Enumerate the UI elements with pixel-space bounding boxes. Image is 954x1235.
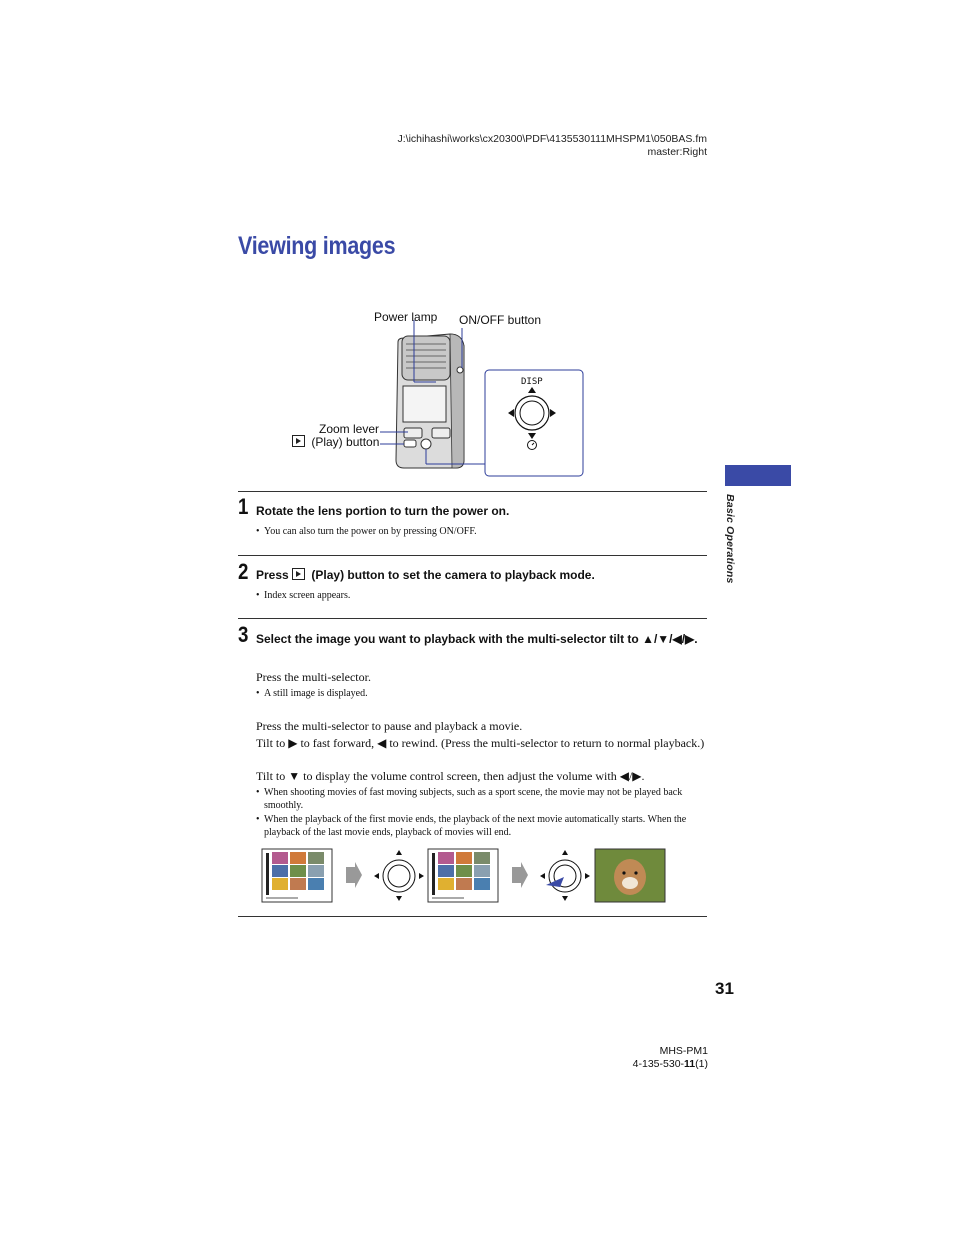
zoom-lever-label: Zoom lever — [319, 422, 380, 436]
play-button-label: (Play) button — [292, 435, 379, 449]
divider — [238, 916, 707, 917]
file-path: J:\ichihashi\works\cx20300\PDF\4135530111MHSPM1\050BAS.fm — [397, 133, 707, 145]
file-path-header — [397, 133, 707, 159]
play-icon — [292, 435, 305, 447]
step-3-para-3: Tilt to ▶ to fast forward, ◀ to rewind. (Press the multi-selector to return to normal playback.) — [256, 736, 705, 750]
step-3-para-4: Tilt to ▼ to display the volume control screen, then adjust the volume with ◀/▶. — [256, 769, 645, 783]
arrow-right-icon — [346, 862, 362, 888]
step-3-note-a: • When shooting movies of fast moving subjects, such as a sport scene, the movie may not be played back smoothly. — [256, 786, 706, 812]
index-screen-2 — [428, 849, 498, 902]
multi-selector-press-icon — [540, 850, 590, 901]
play-icon — [292, 568, 305, 580]
single-image-screen — [595, 849, 665, 902]
step-3-heading: Select the image you want to playback with the multi-selector tilt to ▲/▼/◀/▶. — [256, 632, 698, 646]
divider — [238, 618, 707, 619]
divider — [238, 555, 707, 556]
model-name: MHS-PM1 — [659, 1045, 708, 1057]
step-3-number: 3 — [238, 622, 249, 647]
step-2-number: 2 — [238, 559, 249, 584]
arrow-right-icon — [512, 862, 528, 888]
section-label: Basic Operations — [724, 494, 736, 584]
divider — [238, 491, 707, 492]
step-3-para-2: Press the multi-selector to pause and playback a movie. — [256, 719, 523, 733]
page-title: Viewing images — [238, 232, 396, 260]
index-screen-1 — [262, 849, 332, 902]
power-lamp-label: Power lamp — [374, 310, 438, 324]
step-3-note-b: • When the playback of the first movie ends, the playback of the next movie automatically starts. When the playback of the last movie ends, playback of movies will end. — [256, 813, 706, 839]
step-1-note: • You can also turn the power on by pressing ON/OFF. — [256, 525, 477, 538]
step-2-heading: Press (Play) button to set the camera to playback mode. — [256, 568, 595, 582]
step-3-note-still: • A still image is displayed. — [256, 687, 706, 700]
section-tab — [725, 465, 791, 486]
step-3-para-1: Press the multi-selector. — [256, 670, 371, 684]
playback-sequence-illustration — [258, 845, 670, 907]
master-label: master:Right — [647, 146, 707, 158]
on-off-button-label: ON/OFF button — [459, 313, 542, 327]
step-2-note: • Index screen appears. — [256, 589, 350, 602]
multi-selector-icon — [374, 850, 424, 901]
page-number: 31 — [715, 979, 734, 998]
disp-label: DISP — [521, 377, 543, 387]
step-1-number: 1 — [238, 494, 249, 519]
step-1-heading: Rotate the lens portion to turn the power on. — [256, 504, 510, 518]
model-code: 4-135-530-11(1) — [632, 1058, 708, 1070]
model-footer — [633, 1045, 708, 1071]
multi-selector-icon — [500, 385, 565, 450]
